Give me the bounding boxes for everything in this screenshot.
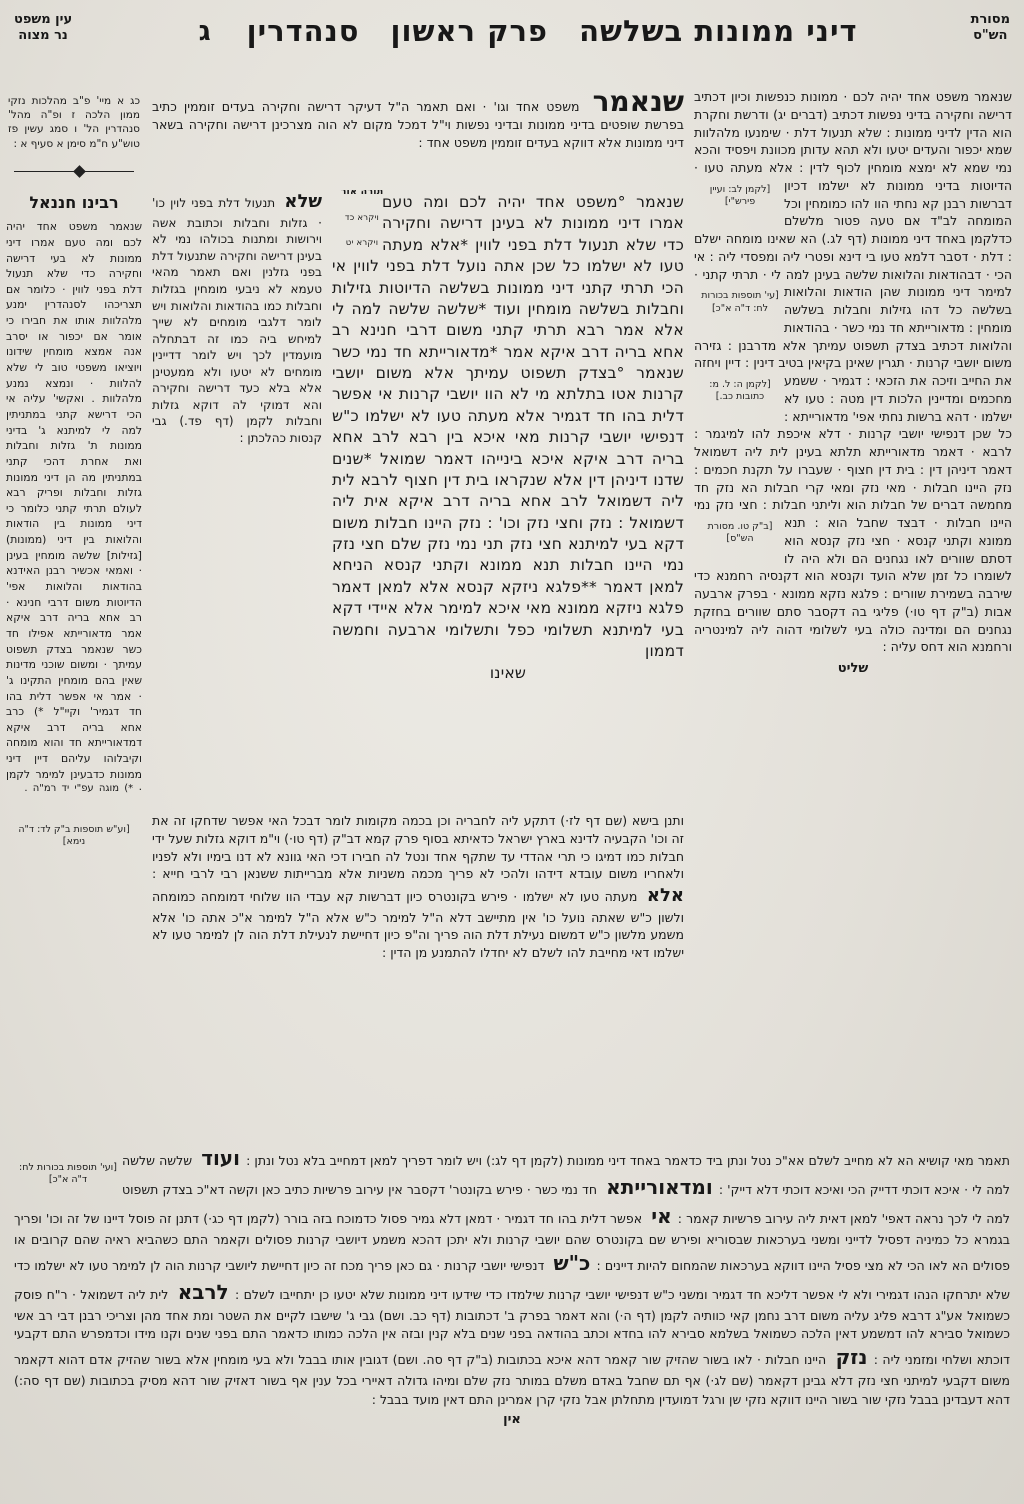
tosafot-bottom-block [0,1136,1024,1429]
tosafot-opener-umideoraita: ומדאורייתא [606,1175,713,1199]
torah-or-gloss [336,190,388,249]
ornament-diamond [73,165,86,178]
torah-or-label: תורה אור [340,190,384,197]
daf-letter: ג [198,16,211,47]
margin-note-right-4: [ב"ק טו. מסורת הש"ס] [707,521,773,545]
tosafot-mid-text-2: מעתה טעו לא ישלמו · פירש בקונטרס כיון דברשות קא עבדי הוו שלוחי דמומחה כמומחה ולשון כ"ש שאתה נועל כו' אין מתיישב דלא ה"ל למימר כ"ש אלא ה"ל למימר א"כ אתה כו' אלא משמע מלשון כ"ש דמשום נעילת דלת הוה פריך וה"פ כיון דחיישת לנעילת דלת הוה לן למימר טעו לא ישלמו דאי מחייבת להו לשלם לא יחדלו להתמנע מן הדין : [152,889,684,961]
ein-mishpat-note: כג א מיי' פ"ב מהלכות נזקי ממון הלכה ז ופ"ה מהל' סנהדרין הל' ו סמג עשין פז טוש"ע ח"מ סימן א סעיף א : [8,95,140,150]
masoret-hashas-label [971,12,1010,45]
tosafot-opener-veod: ועוד [201,1146,240,1170]
tosafot-bottom-text: שלשה שלשה למה לי · איכא דוכתי דדייק הכי ואיכא דוכתי דלא דייק' : [122,1153,1011,1197]
margin-note-left-2: [ועי' תוספות בכורות לח: ד"ה א"כ] [19,1162,117,1186]
rashi-text-segment: למימר דיני ממונות שהן הודאות והלואות בשלשה כל דהו גזילות וחבלות בשלשה מומחין : מדאורייתא חד נמי כשר · בהודאות והלואות דכתיב בצדק תשפוט עמיתך אלא מדרבנן : גזירה משום יושבי קרנות · תגרין שאינן בקיאין בטיב דינין : [694,284,1012,371]
rashi-text-segment: חצי נזק נמי היינו חבלות · דבצד שחבל הוא : תנא ממונא וקתני קנסא · חצי נזק קנסא הוא דסתם שוורים לאו נגחנים הם ולא היה לו לשומרו כל זמן שלא הועד וקנסא הוא דקנסיה רחמנא כדי שירבה בשמירת שוורים : פלגא נזקא ממונא · בפרק ארבעה אבות (ב"ק דף טו·) פליגי בה דקסבר סתם שוורים בחזקת נגחנים הם ומדינה כולה בעי לשלומי דהוה ליה למינטריה ורחמנא הוא דחס עליה : [694,497,1012,655]
gemara-text: שנאמר °משפט אחד יהיה לכם ומה טעם אמרו דיני ממונות לא בעינן דרישה וחקירה כדי שלא תנעול דלת בפני לווין *אלא מעתה טעו לא ישלמו כל שכן אתה נועל דלת בפני לווין אי הכי תרתי קתני דיני ממונות בשלשה הדיוטות גזילות וחבלות בשלשה מומחין ועוד *שלשה שלשה למה לי אלא אמר רבא תרתי קתני משום דרבי חנינא רב אחא בריה דרב איקא אמר *מדאורייתא חד נמי כשר שנאמר °בצדק תשפוט עמיתך אלא משום יושבי קרנות אטו בתלתא מי לא הוו יושבי קרנות אי אפשר דלית בהו חד דגמיר אלא מעתה טעו לא ישלמו כ"ש דנפישי יושבי קרנות מאי איכא בין רבא לרב אחא בריה דרב איקא איכא בינייהו דאמר שמואל *שנים שדנו דיניהן דין אלא שנקראו בית דין חצוף לרבא לית ליה דשמואל לרב אחא בריה דרב איקא אית ליה דשמואל : נזק וחצי נזק וכו' : נזק היינו חבלות משום דקא בעי למיתנא חצי נזק תני נמי נזק שלם חצי נזק נמי היינו חבלות תנא ממונא וקתני קנסא הניחא למאן דאמר **פלגא ניזקא קנסא אלא למאן דאמר פלגא ניזקא ממונא מאי איכא למימר אלא איידי דקא בעי למיתנא תשלומי כפל ותשלומי ארבעה וחמשה דממון [332,193,684,660]
divider-ornament [14,167,134,176]
ein-mishpat-line1: עין משפט [14,12,73,27]
margin-note-right-1: [לקמן לב: ועיין פירש"י] [709,183,771,208]
tosafot-top-text: משפט אחד וגו' · ואם תאמר ה"ל דעיקר דרישה וחקירה בעדים זוממין כתיב בפרשת שופטים בדיני ממונות ובדיני נפשות וי"ל דמכל מקום לא הוה מצרכינן דרישה וחקירה בשאר דיני ממונות אלא דווקא בעדים זוממין משפט אחד : [152,99,684,150]
rashi-catchword: שליט [837,661,869,676]
title-masechet-heading: דיני ממונות בשלשה [579,14,858,48]
title-masechet: סנהדרין [246,14,360,48]
tosafot-opener-ela: אלא [646,885,684,906]
masoret-hashas-line1: מסורת [970,12,1010,27]
gemara-last-word: שאינו [489,664,527,683]
tosafot-bottom-text: לית ליה דשמואל · ר"ח פוסק כשמואל אע"ג דרבא פליג עליה משום דרב נחמן קאי כוותיה לקמן (דף ה·) והא דאמר בפרק ב' דכתובות (דף כב. ושם) גבי ג' שישבו לקיים את השטר ומת אחד מהן וצריכי רבנן דבי רב אשי כשמואל סבירא להו דמשמע דאין הלכה כשמואל בשלמא סבירא להו בחדא וכתב בהודאה בפני שנים בלא קנין ובזה אין הלכה כמותו כדאמר התם בפני שנים וקנו מידו וכדמפרש התם דקבעי דוכתא ושלחי ומזמני ליה : [14,1287,1010,1368]
tosafot-opener-leraba: לרבא [177,1280,229,1305]
margin-note-left-1: [וע"ש תוספות ב"ק לד: ד"ה נימא] [18,823,130,848]
tosafot-opener-shelo: שלא [284,191,322,212]
main-body [0,88,1024,1136]
tosafot-mid-block [152,806,684,1136]
left-margin-column [6,88,142,1136]
tosafot-opener-i: אי [651,1204,672,1228]
rabbeinu-chananel-text [6,219,142,798]
rabbeinu-chananel-footnote: *) מוגה עפ"י יד רמ"ה . [24,783,134,795]
rashi-text-segment: שנאמר משפט אחד יהיה לכם · ממונות כנפשות וכיון דכתיב דרישה וחקירה בדיני נפשות דכתיב (דברים יג) ודרשת וחקרת הוא הדין לדיני ממונות : שלא תנעול דלת · שימנעו מלהלוות שמא יכפור והעדים יטעו ולא תהא עדותן מכוונת ויפסיד והכא נמי שמא לא ימצא מומחין לכוף לדין : אלא מעתה [694,89,1012,175]
tosafot-bottom-text: אפשר דלית בהו חד דגמיר · דמאן דלא גמיר פסול כדמוכח בזה בורר (לקמן דף כג·) דתנן זה פוסל דיינו של זה וכו' ופריך בגמרא כל כמיניה דפסיל לדייני ומשני בערכאות שבסוריא ופירש שם בקונטרס שהם יושבי קרנות ולא יתכן דהכא משמע דיושבי קרנות פסולים וקאמר התם כשהביא ראיה שהם קרובים או פסולים הא לאו הכי לא מצי פסיל היינו דווקא בערכאות שהמחום להיות דיינים : [14,1211,1010,1274]
ein-mishpat-label [14,12,72,45]
torah-or-ref-1: ויקרא כד [344,212,380,223]
rabbeinu-chananel-title: רבינו חננאל [29,192,119,212]
tosafot-mid-text: ותנן בישא (שם דף לז·) דתקע ליה לחבריה וכן בכמה מקומות לומר דבכל האי אפשר שדחקו זה את זה וכו' הקבעיה לדינא בארץ ישראל כדאיתא בסוף פרק קמא דב"ק (דף טו·) וי"מ דוקא גזלות שעל ידי חבלות כמו דמיגו כי תרי אהדדי עד שתקף אחד ונטל לה חבירו דכי האי גוונא לא דנו בימיו ולא לפניו ולאחריו משום עובדא דידהו ולהכי לא פריך מכמה משניות אלא מברייתות ששנאן רבי לרבי חייא : [152,813,684,882]
tosafot-bottom-text: תאמר מאי קושיא הא לא מחייב לשלם אא"כ נטל ונתן ביד כדאמר באחד דיני ממונות (לקמן דף לג:) ויש לומר דפריך למאן דמחייב בלא נטל ונתן : [246,1153,1010,1168]
tosafot-bottom-text: היינו חבלות · לאו בשור שהזיק שור קאמר דהא איכא בכתובות (ב"ק דף סה. ושם) דגובין אותו בבבל ולא בעי מומחין אלא בשור שהזיק אדם דהוא דקאמר משום דקבעי למיתני חצי נזק דלא גבינן דקאמר (שם לג·) אף תם שחבל באדם משלם במותר נזק שלם ומיהו גדולה דאיירי בכל ענין אף בשור דאזיק שור דהא מסיק בכתובות (שם דף סה:) דהא דעבדינן בבבל נזקי שור בשור היינו דווקא נזקי שן ורגל דמועדין מתחלתן אבל נזקי קרן אמרינן התם דאין מועד בבבל : [14,1352,1010,1407]
tosafot-opener-kolsheken: כ"ש [553,1251,591,1276]
rabbeinu-chananel-body: שנאמר משפט אחד יהיה לכם ומה טעם אמרו דיני ממונות לא בעי דרישה וחקירה כדי שלא תנעול דלת בפני לווין · כלומר אם תצריכהו לסנהדרין ימנע מלהלוות אותו את חבירו כי אומר אם יכפור או יסרב אנה אמצא מומחין שידונו ויוציאו משפטי טוב לי שלא להלוות · ונמצא נמנע מלהלוות . ואקשי' עליה אי הכי דרישא קתני במתניתין למה לי למיתנא ג' בדיני ממונות ת' גזלות וחבלות ואת אחרת דהכי קתני במתניתין מה הן דיני ממונות גזלות וחבלות ופריק רבא לעולם תרתי קתני כלומר כי דיני ממונות בין הודאות והלואות בין דיני (ממונות) [גזילות] שלשה מומחין בעינן · ואמאי אכשיר רבנן האידנא בהודאות והלואות אפי' הדיוטות משום דרבי חנינא · רב אחא בריה דרב איקא אמר מדאורייתא אפילו חד כשר שנאמר בצדק תשפוט עמיתך · ומשום שוכני מדינות שאין בהם מומחין התקינו ג' · אמר אי אפשר דלית בהו חד דגמיר' וקיי"ל *) כרב אחא בריה דרב איקא דמדאורייתא חד והוא מומחה וקיבלוהו עליהם דיין דיני ממונות כדבעינן למימר לקמן · [6,220,142,797]
tosafot-bottom-text: חד נמי כשר · פירש בקונטר' דקסבר אין עירוב פרשיות כתיב כאן וקשה דא"כ בצדק תשפוט למה לי לכך נראה דאפי' למאן דאית ליה עירוב פרשיות קאמר : [122,1182,1010,1226]
title-perek: פרק ראשון [390,14,548,48]
torah-or-ref-2: ויקרא יט [345,237,379,248]
rashi-text-segment: דיין ויחזה את החייב וזיכה את הזכאי : דגמיר · ששמע מחכמים ומדיינין הלכות דין מטה : טעו לא ישלמו · דהא ברשות נחתי אפי' מדאורייתא : כל שכן דנפישי יושבי קרנות · דלא איכפת להו למיגמר : לרבא · דאמר מדאורייתא תלתא בעינן לית ליה דשמואל דאמר דיניהן דין : בית דין חצוף · שעברו על תקנת חכמים : נזק היינו חבלות · מאי נזק ומאי קרי חבלות הא נזק חד מחמשה דברים של חבלות הוא וליתני חבלות : [694,355,1012,513]
rashi-text-segment: טעו · הדיוטות בדיני ממונות לא ישלמו דכיון דברשות רבנן קא נחתי הוו להו כמומחין וכל המומחה לב"ד אם טעה פטור מלשלם כדלקמן באחד דיני ממונות (דף לג.) הא שאינו מומחה ישלם : דלת · דסבר דלמא טעו בי דינא ופטרי ליה ומפסדי ליה : אי הכי · דבהודאות והלואות שלשה בעינן למה לי · תרתי קתני · [694,160,1012,282]
tosafot-top-block [152,88,684,190]
tosafot-bottom-text: דנפישי יושבי קרנות · גם כאן פריך מכח זה כיון דחיישת ליושבי קרנות הוה לן למימר טעו לא ישלמו כדי שלא יתרחקו הנהו דגמירי ולא לי אפשר דליכא חד דגמיר ומשני כ"ש דנפישי יושבי קרנות שילמדו כדי שידעו דיני ממונות שלא יטעו כן יתחייבו לשלם : [14,1258,1010,1303]
masoret-hashas-line2: הש"ס [973,28,1008,44]
gemara-column [332,190,684,806]
tosafot-column-text: תנעול דלת בפני לוין כו' · גזלות וחבלות וכתובת אשה וירושות ומתנות בכולהו נמי לא בעינן דרישה וחקירה שתנעול דלת בפני גזלנין ואם תאמר מהאי טעמא לא ניבעי מומחין בגזלות וחבלות כמו בהודאות והלואות ויש לומר דלגבי מומחים לא שייך למיחש ביה כמו זה דבתחלה מועמדין לכך ויש לומר דדיינין מומחים לא יטעו ולא ממעטינן אלא בלא כעד דרישה וחקירה והא דמוקי לה דוקא גזלות וחבלות לקמן (דף פד.) גבי קנסות כהלכתן : [152,196,322,445]
margin-note-right-2: [עי' תוספות בכורות לח: ד"ה א"כ] [701,290,779,314]
tosafot-opener-nezek: נזק [835,1345,868,1370]
ein-mishpat-line2: נר מצוה [18,28,68,44]
tosafot-opener-shene-emar: שנאמר [592,88,684,118]
page-title [237,12,868,48]
page-catchword: אין [503,1411,521,1427]
page-header [0,0,1024,88]
rashi-column [694,88,1012,1136]
tosafot-column [152,190,322,806]
margin-note-right-3: [לקמן ה: ל. מ: כתובות כב.] [709,379,771,403]
